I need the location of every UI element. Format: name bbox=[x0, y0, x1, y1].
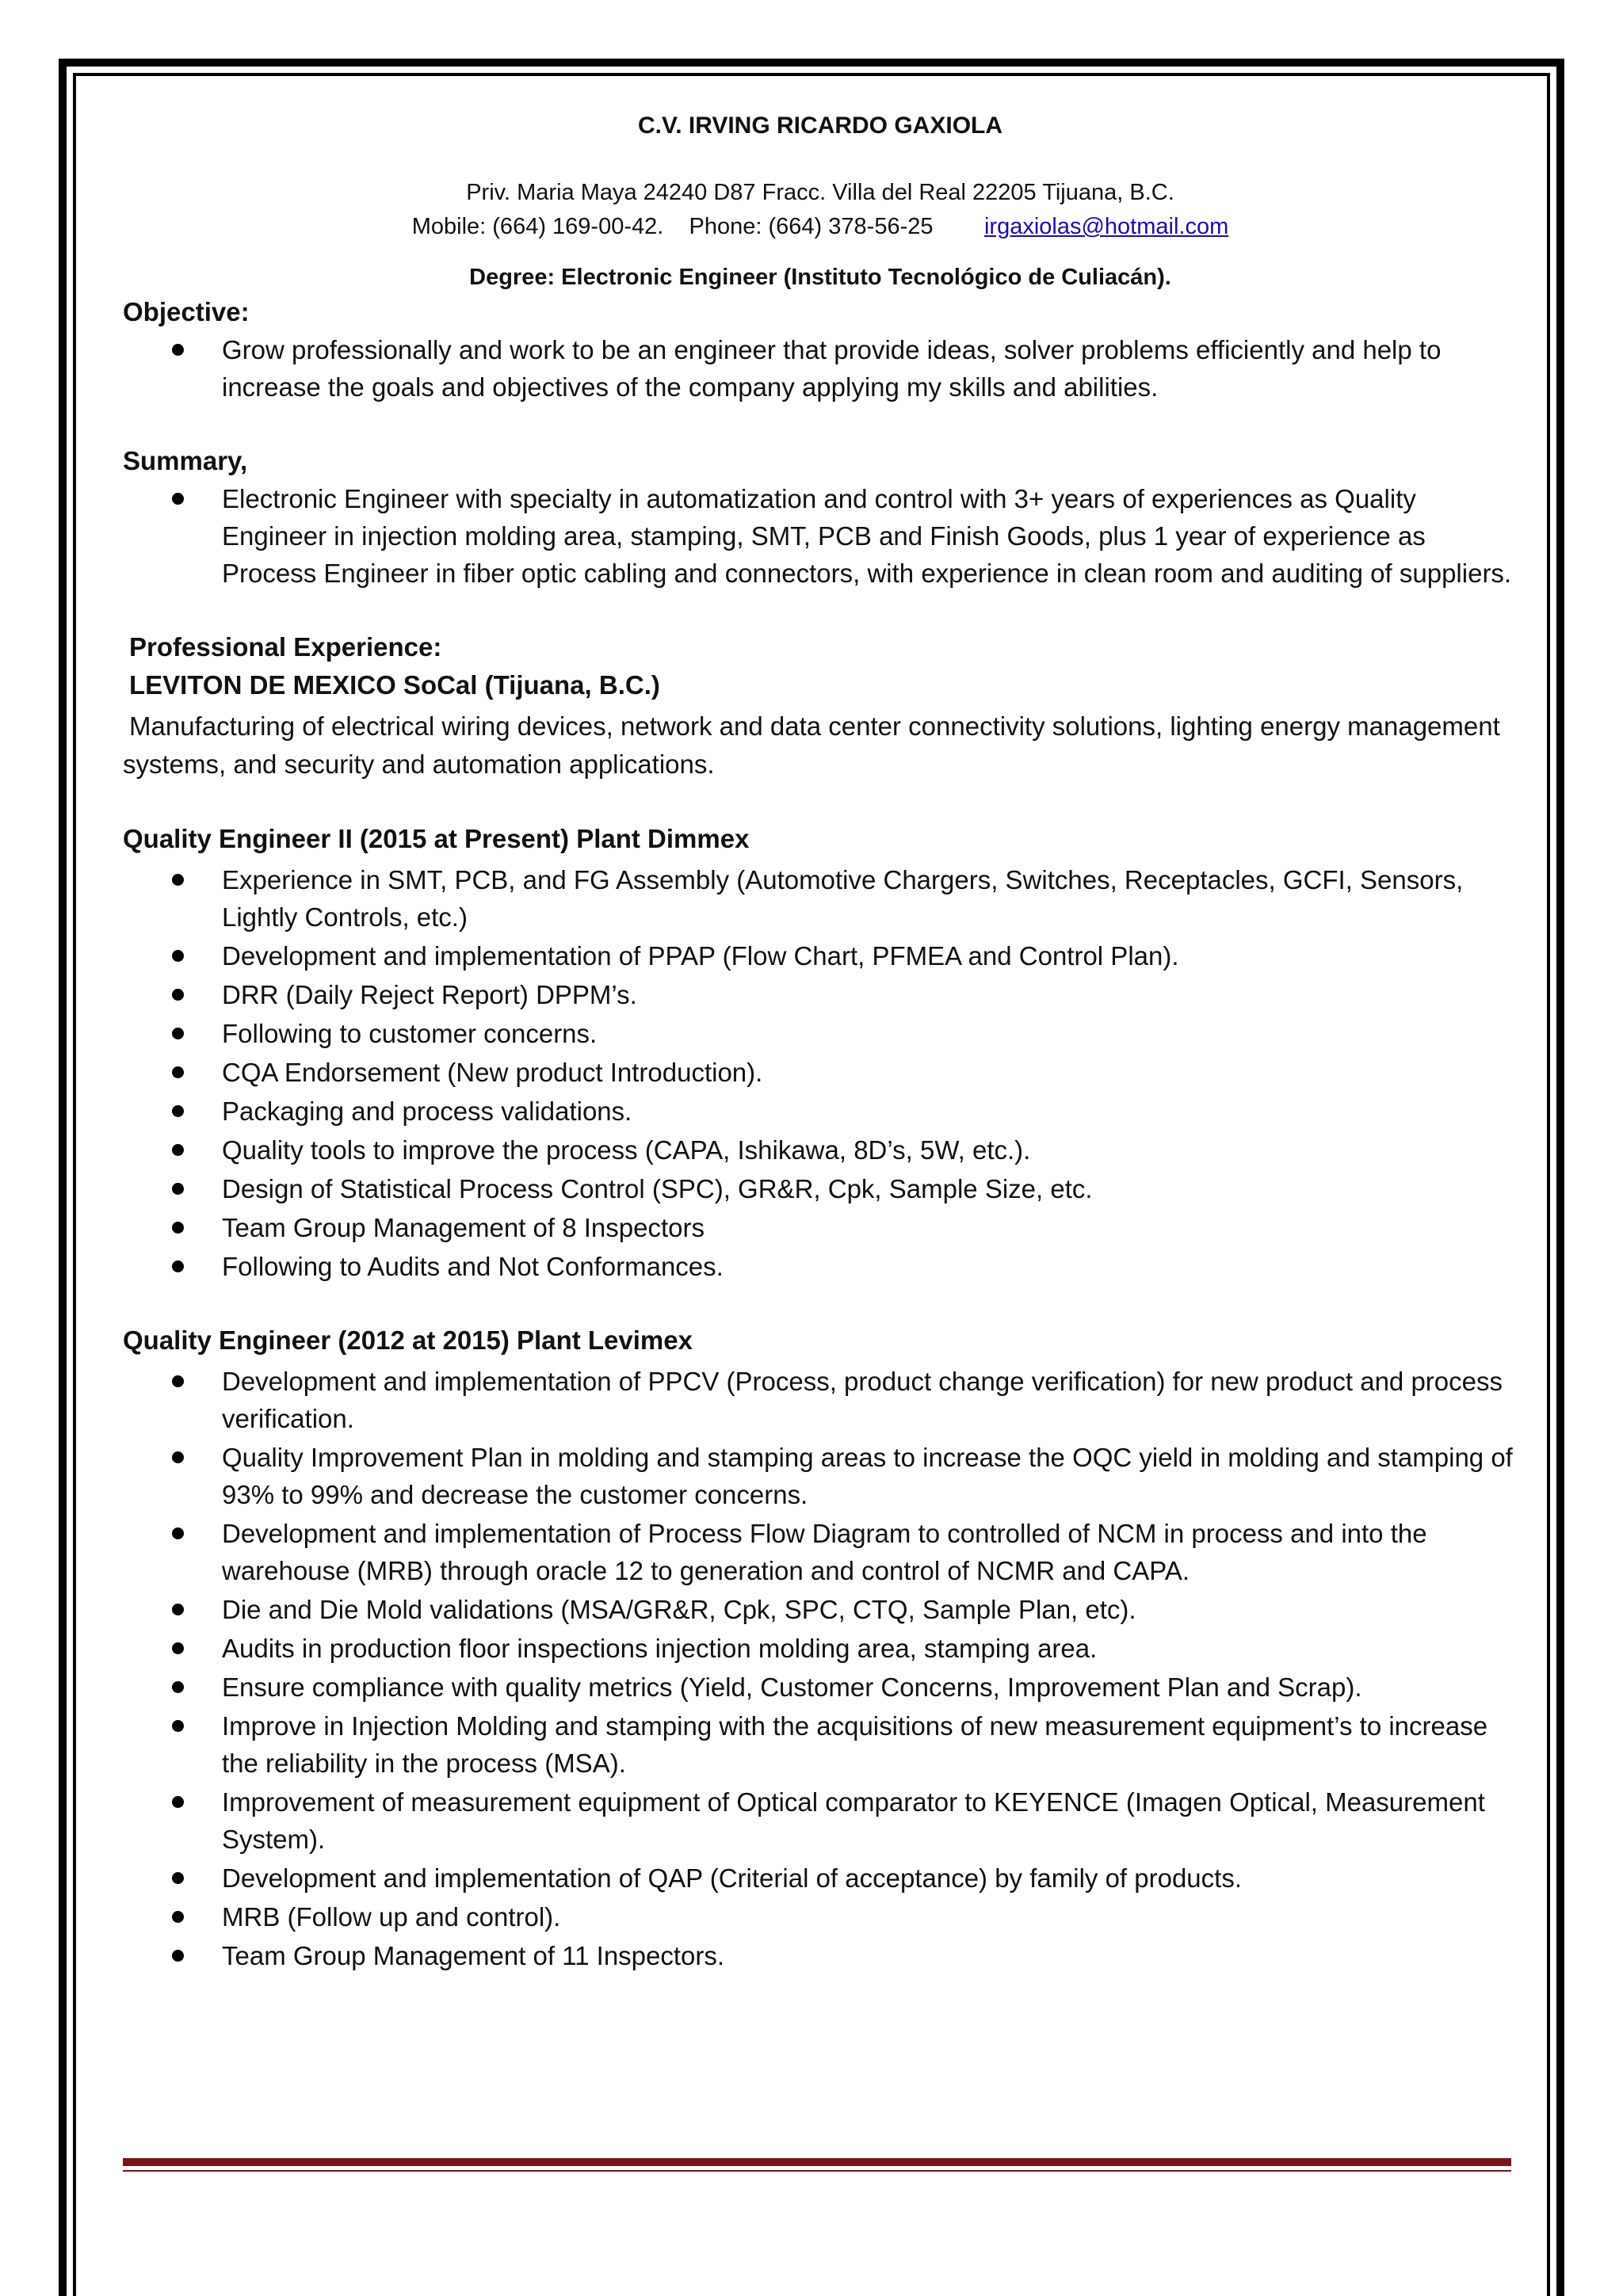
list-item: Following to customer concerns. bbox=[123, 1015, 1518, 1052]
list-item: Improvement of measurement equipment of Optical comparator to KEYENCE (Imagen Optical, Measurement System). bbox=[123, 1783, 1518, 1858]
bullet-icon bbox=[172, 950, 184, 962]
bullet-icon bbox=[172, 1642, 184, 1654]
role-title: Quality Engineer II (2015 at Present) Plant Dimmex bbox=[123, 824, 750, 853]
bullet-icon bbox=[172, 1105, 184, 1117]
bullet-icon bbox=[172, 1066, 184, 1078]
role-duties-list bbox=[123, 1363, 1518, 1974]
bullet-icon bbox=[172, 1451, 184, 1463]
role-title: Quality Engineer (2012 at 2015) Plant Levimex bbox=[123, 1325, 693, 1355]
bullet-icon bbox=[172, 1911, 184, 1923]
list-item: MRB (Follow up and control). bbox=[123, 1898, 1518, 1936]
email-link[interactable]: irgaxiolas@hotmail.com bbox=[983, 214, 1229, 239]
address-line: Priv. Maria Maya 24240 D87 Fracc. Villa del Real 22205 Tijuana, B.C. bbox=[466, 180, 1174, 205]
bullet-icon bbox=[172, 493, 184, 505]
cv-title: C.V. IRVING RICARDO GAXIOLA bbox=[637, 113, 1003, 139]
list-item: Design of Statistical Process Control (SPC), GR&R, Cpk, Sample Size, etc. bbox=[123, 1170, 1518, 1207]
bullet-icon bbox=[172, 1375, 184, 1387]
objective-heading: Objective: bbox=[123, 297, 250, 326]
mobile-number: Mobile: (664) 169-00-42. bbox=[411, 214, 664, 239]
bullet-icon bbox=[172, 1681, 184, 1693]
list-item: CQA Endorsement (New product Introduction). bbox=[123, 1054, 1518, 1091]
bullet-icon bbox=[172, 989, 184, 1001]
bullet-icon bbox=[172, 1183, 184, 1195]
bullet-icon bbox=[172, 1261, 184, 1272]
bullet-icon bbox=[172, 1604, 184, 1615]
list-item: Electronic Engineer with specialty in automatization and control with 3+ years of experiences as Quality Engineer in injection molding area, stamping, SMT, PCB and Finish Goods, plus 1 year of experience as Process Engineer in fiber optic cabling and connectors, with experience in clean room and auditing of suppliers. bbox=[123, 480, 1518, 592]
cv-document bbox=[123, 109, 1518, 1976]
list-item: Die and Die Mold validations (MSA/GR&R, Cpk, SPC, CTQ, Sample Plan, etc). bbox=[123, 1591, 1518, 1628]
bullet-icon bbox=[172, 1527, 184, 1539]
bullet-icon bbox=[172, 1222, 184, 1234]
bullet-icon bbox=[172, 1950, 184, 1962]
list-item: Grow professionally and work to be an engineer that provide ideas, solver problems efficiently and help to increase the goals and objectives of the company applying my skills and abilities. bbox=[123, 331, 1518, 406]
company-description: Manufacturing of electrical wiring devices, network and data center connectivity solutions, lighting energy management systems, and security and automation applications. bbox=[123, 711, 1500, 779]
objective-list bbox=[123, 331, 1518, 406]
bullet-icon bbox=[172, 874, 184, 886]
bullet-icon bbox=[172, 1872, 184, 1884]
phone-number: Phone: (664) 378-56-25 bbox=[689, 214, 934, 239]
list-item: Packaging and process validations. bbox=[123, 1093, 1518, 1130]
list-item: Audits in production floor inspections injection molding area, stamping area. bbox=[123, 1630, 1518, 1667]
contact-line bbox=[123, 210, 1518, 244]
bullet-icon bbox=[172, 1720, 184, 1732]
list-item: Development and implementation of PPAP (Flow Chart, PFMEA and Control Plan). bbox=[123, 937, 1518, 974]
footer-rule-thin bbox=[123, 2170, 1511, 2172]
list-item: Development and implementation of Process Flow Diagram to controlled of NCM in process and into the warehouse (MRB) through oracle 12 to generation and control of NCMR and CAPA. bbox=[123, 1515, 1518, 1589]
list-item: Development and implementation of PPCV (Process, product change verification) for new product and process verification. bbox=[123, 1363, 1518, 1437]
list-item: Improve in Injection Molding and stamping with the acquisitions of new measurement equipment’s to increase the reliability in the process (MSA). bbox=[123, 1707, 1518, 1782]
footer-rule bbox=[123, 2158, 1511, 2166]
list-item: Experience in SMT, PCB, and FG Assembly (Automotive Chargers, Switches, Receptacles, GCFI, Sensors, Lightly Controls, etc.) bbox=[123, 861, 1518, 936]
list-item: Quality Improvement Plan in molding and stamping areas to increase the OQC yield in molding and stamping of 93% to 99% and decrease the customer concerns. bbox=[123, 1439, 1518, 1513]
list-item: Quality tools to improve the process (CAPA, Ishikawa, 8D’s, 5W, etc.). bbox=[123, 1131, 1518, 1169]
company-name: LEVITON DE MEXICO SoCal (Tijuana, B.C.) bbox=[129, 670, 660, 700]
list-item: Ensure compliance with quality metrics (Yield, Customer Concerns, Improvement Plan and Scrap). bbox=[123, 1669, 1518, 1706]
list-item: DRR (Daily Reject Report) DPPM’s. bbox=[123, 976, 1518, 1013]
degree-line: Degree: Electronic Engineer (Instituto Tecnológico de Culiacán). bbox=[469, 265, 1171, 290]
list-item: Team Group Management of 8 Inspectors bbox=[123, 1209, 1518, 1246]
role-duties-list bbox=[123, 861, 1518, 1285]
summary-list bbox=[123, 480, 1518, 592]
bullet-icon bbox=[172, 1796, 184, 1808]
list-item: Team Group Management of 11 Inspectors. bbox=[123, 1937, 1518, 1974]
list-item: Development and implementation of QAP (Criterial of acceptance) by family of products. bbox=[123, 1859, 1518, 1897]
bullet-icon bbox=[172, 344, 184, 356]
experience-heading: Professional Experience: bbox=[129, 632, 442, 662]
list-item: Following to Audits and Not Conformances. bbox=[123, 1248, 1518, 1285]
bullet-icon bbox=[172, 1028, 184, 1039]
summary-heading: Summary, bbox=[123, 446, 248, 475]
bullet-icon bbox=[172, 1144, 184, 1156]
